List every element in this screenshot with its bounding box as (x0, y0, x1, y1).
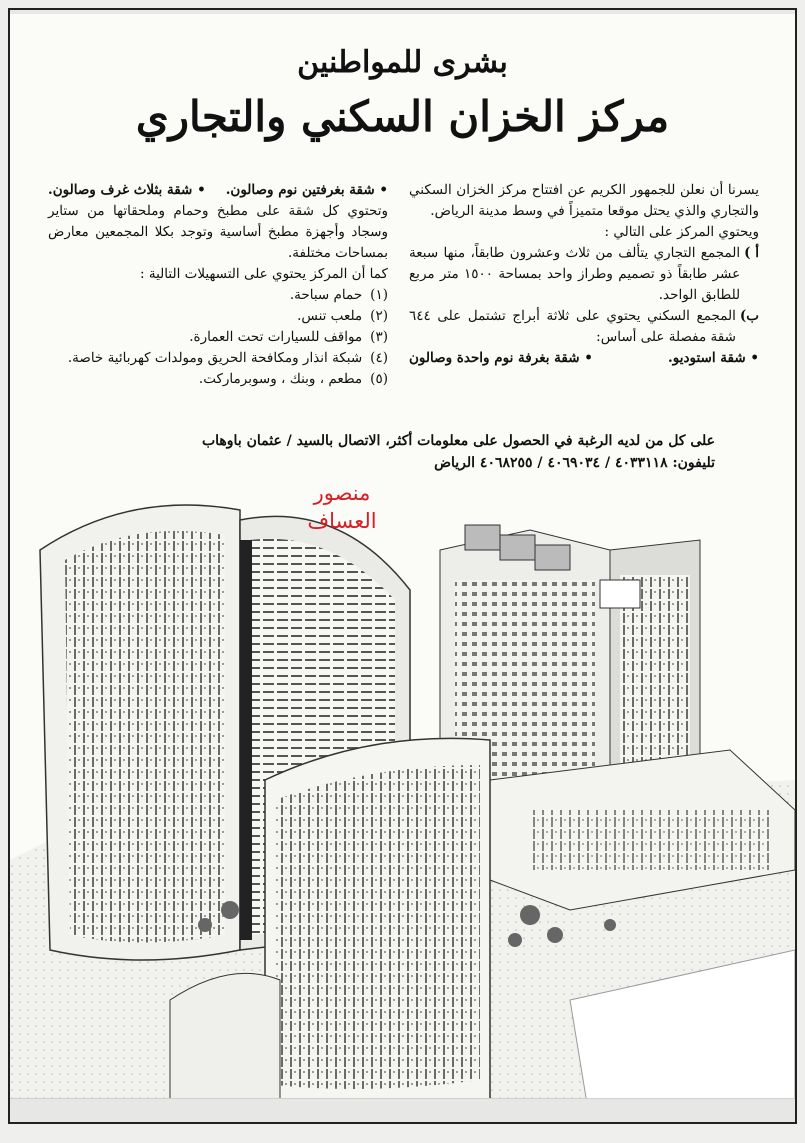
item-a-text: المجمع التجاري يتألف من ثلاث وعشرون طابقاً، منها سبعة عشر طابقاً ذو تصميم وطراز واحد بمساحة ١٥٠٠ متر مربع للطابق الواحد. (409, 245, 741, 303)
ad-title: مركز الخزان السكني والتجاري (135, 92, 670, 141)
bullet-studio: • شقة استوديو. (668, 350, 759, 366)
handwritten-signature (292, 479, 392, 535)
facility-text: مطعم ، وبنك ، وسوبرماركت. (198, 371, 363, 387)
facility-number: (١) (370, 287, 388, 303)
facility-text: شبكة انذار ومكافحة الحريق ومولدات كهربائية خاصة. (67, 350, 363, 366)
facility-number: (٤) (370, 350, 388, 366)
facility-number: (٢) (370, 308, 388, 324)
item-b-text: المجمع السكني يحتوي على ثلاثة أبراج تشتمل على ٦٤٤ شقة مفصلة على أساس: (409, 308, 736, 345)
left-curved-tower (40, 505, 240, 960)
facility-item (48, 327, 388, 348)
item-a-mark: أ ) (744, 245, 759, 261)
item-b (409, 306, 759, 348)
newspaper-advertisement (8, 8, 797, 1124)
top-margin-strip (10, 10, 795, 14)
facility-text: ملعب تنس. (297, 308, 363, 324)
item-b-mark: ب) (739, 308, 759, 324)
facility-item (48, 285, 388, 306)
right-text-column (409, 180, 759, 369)
bullet-two-bedroom: • شقة بغرفتين نوم وصالون. (225, 182, 388, 198)
contains-heading: ويحتوي المركز على التالي : (604, 224, 759, 240)
phone-line: تليفون: ٤٠٣٣١١٨ / ٤٠٦٩٠٣٤ / ٤٠٦٨٢٥٥ الرياض (434, 455, 715, 471)
facilities-heading: كما أن المركز يحتوي على التسهيلات التالية : (140, 266, 388, 282)
building-model-illustration (10, 480, 795, 1122)
bullet-one-bedroom: • شقة بغرفة نوم واحدة وصالون (409, 350, 593, 366)
intro-paragraph: يسرنا أن نعلن للجمهور الكريم عن افتتاح مركز الخزان السكني والتجاري والذي يحتل موقعا متميزاً في وسط مدينة الرياض. (409, 182, 759, 219)
signature-line-1: منصور (313, 481, 371, 505)
facility-text: حمام سباحة. (289, 287, 363, 303)
apartments-description: وتحتوي كل شقة على مطبخ وحمام وملحقاتها من ستاير وسجاد وأجهزة مطبخ أساسية وتوجد بكلا المجمعين معارض بمساحات مختلفة. (48, 203, 388, 261)
left-text-column (48, 180, 388, 390)
signature-line-2: العساف (307, 509, 377, 533)
facility-number: (٥) (370, 371, 388, 387)
facility-text: مواقف للسيارات تحت العمارة. (189, 329, 363, 345)
ad-subtitle: بشرى للمواطنين (297, 45, 508, 80)
facility-item (48, 348, 388, 369)
facility-item (48, 369, 388, 390)
bottom-margin-strip (10, 1098, 795, 1122)
contact-line: على كل من لديه الرغبة في الحصول على معلومات أكثر، الاتصال بالسيد / عثمان باوهاب (201, 433, 715, 449)
item-a (409, 243, 759, 306)
apartment-types-left (48, 180, 388, 201)
facility-number: (٣) (370, 329, 388, 345)
facility-item (48, 306, 388, 327)
apartment-types-right (409, 348, 759, 369)
bullet-three-bedroom: • شقة بثلاث غرف وصالون. (48, 182, 206, 198)
contact-block (120, 430, 715, 474)
